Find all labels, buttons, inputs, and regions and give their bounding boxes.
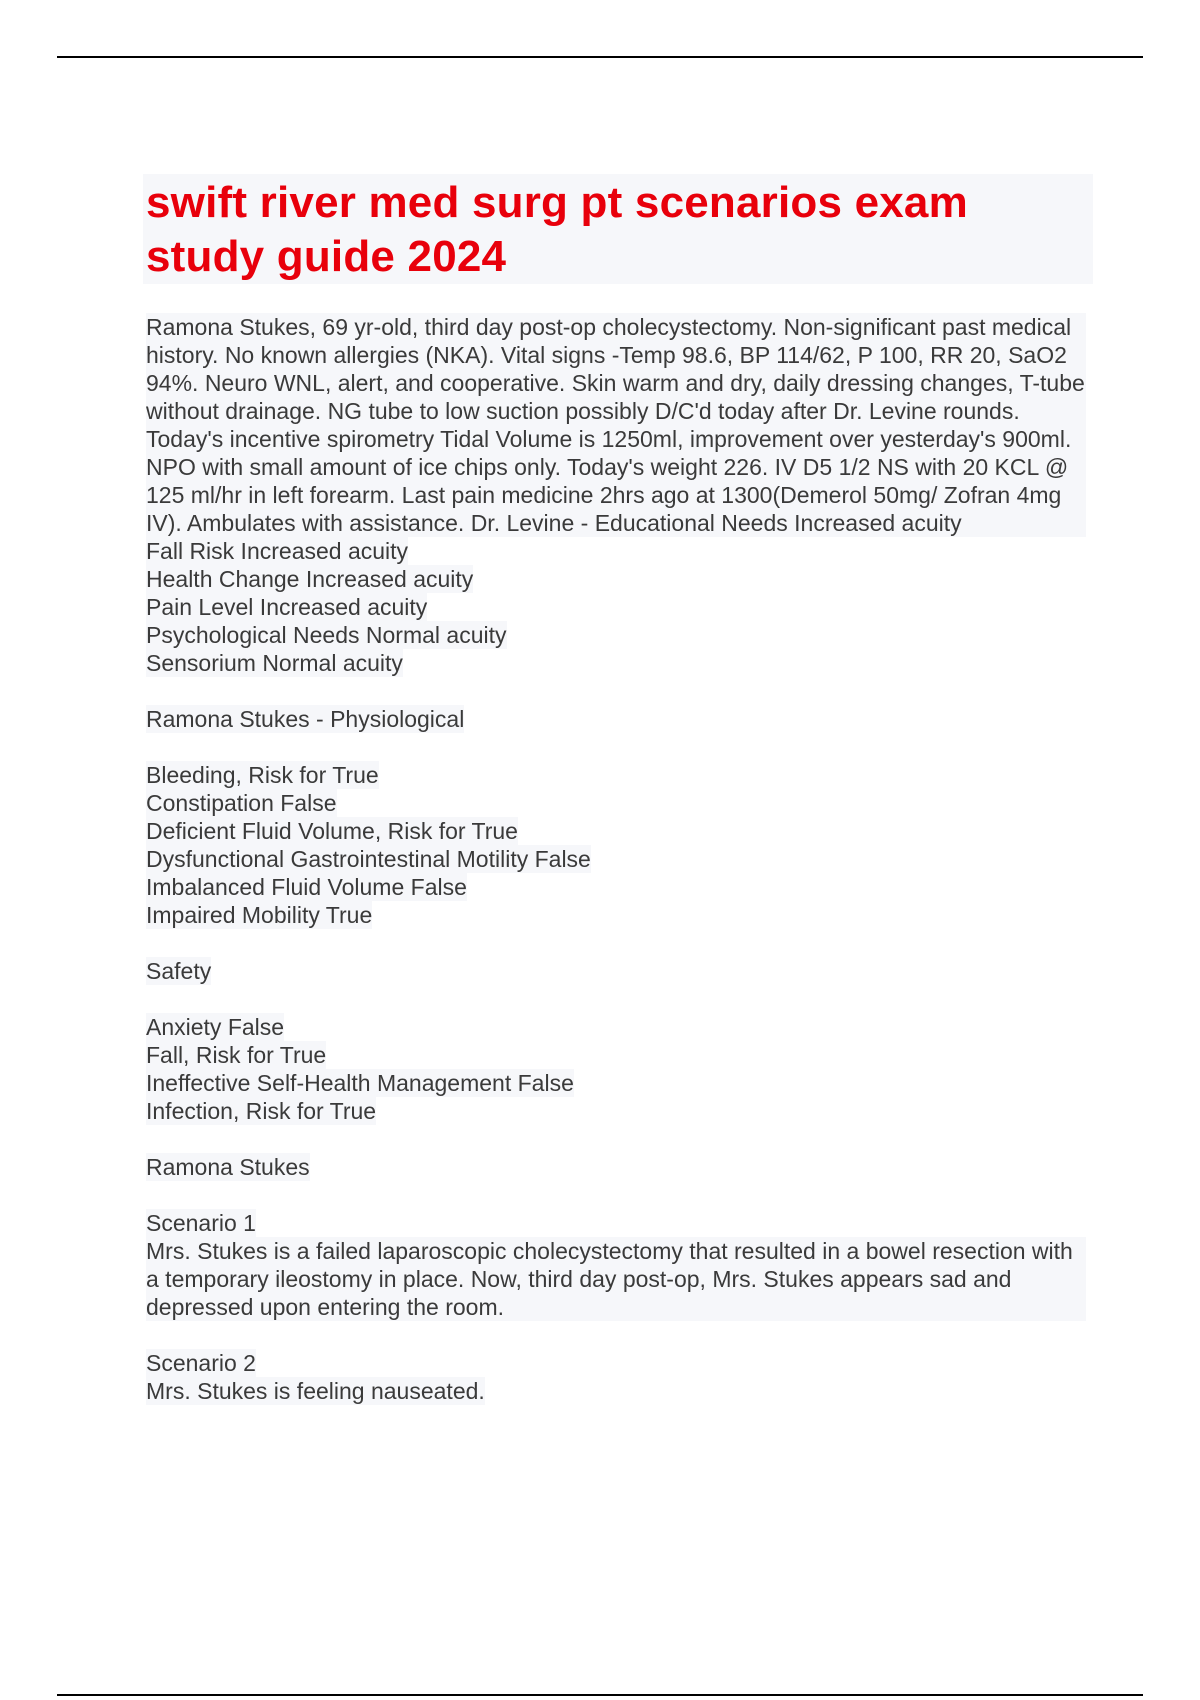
safety-item: Ineffective Self-Health Management False (146, 1070, 574, 1096)
physiological-item: Bleeding, Risk for True (146, 762, 379, 788)
spacer (146, 1125, 1096, 1153)
scenario-2-label: Scenario 2 (146, 1350, 256, 1376)
spacer (146, 1181, 1096, 1209)
top-rule (57, 56, 1143, 58)
safety-list (146, 1013, 1096, 1125)
safety-item: Infection, Risk for True (146, 1098, 377, 1124)
patient-heading: Ramona Stukes (146, 1154, 310, 1180)
scenario-1-label: Scenario 1 (146, 1210, 256, 1236)
spacer (146, 733, 1096, 761)
acuity-item: Sensorium Normal acuity (146, 650, 403, 676)
acuity-list (146, 537, 1096, 677)
safety-item: Fall, Risk for True (146, 1042, 327, 1068)
physiological-item: Constipation False (146, 790, 337, 816)
physiological-list (146, 761, 1096, 929)
spacer (146, 1321, 1096, 1349)
acuity-item: Health Change Increased acuity (146, 566, 474, 592)
spacer (146, 985, 1096, 1013)
physiological-item: Dysfunctional Gastrointestinal Motility False (146, 846, 591, 872)
scenario-2-text: Mrs. Stukes is feeling nauseated. (146, 1378, 485, 1404)
document-body (146, 313, 1096, 1405)
physiological-heading: Ramona Stukes - Physiological (146, 706, 465, 732)
spacer (146, 677, 1096, 705)
intro-paragraph: Ramona Stukes, 69 yr-old, third day post-op cholecystectomy. Non-significant past medical history. No known allergies (NKA). Vital signs -Temp 98.6, BP 114/62, P 100, RR 20, SaO2 94%. Neuro WNL, alert, and cooperative. Skin warm and dry, daily dressing changes, T-tube without drainage. NG tube to low suction possibly D/C'd today after Dr. Levine rounds. Today's incentive spirometry Tidal Volume is 1250ml, improvement over yesterday's 900ml. NPO with small amount of ice chips only. Today's weight 226. IV D5 1/2 NS with 20 KCL @ 125 ml/hr in left forearm. Last pain medicine 2hrs ago at 1300(Demerol 50mg/ Zofran 4mg IV). Ambulates with assistance. Dr. Levine - Educational Needs Increased acuity (146, 314, 1085, 536)
acuity-item: Pain Level Increased acuity (146, 594, 428, 620)
physiological-item: Imbalanced Fluid Volume False (146, 874, 467, 900)
safety-heading: Safety (146, 958, 212, 984)
page-title: swift river med surg pt scenarios exam study guide 2024 (146, 178, 968, 281)
spacer (146, 929, 1096, 957)
safety-item: Anxiety False (146, 1014, 285, 1040)
physiological-item: Deficient Fluid Volume, Risk for True (146, 818, 518, 844)
acuity-item: Fall Risk Increased acuity (146, 538, 409, 564)
bottom-rule (57, 1694, 1143, 1696)
acuity-item: Psychological Needs Normal acuity (146, 622, 507, 648)
scenario-1-text: Mrs. Stukes is a failed laparoscopic cholecystectomy that resulted in a bowel resection with a temporary ileostomy in place. Now, third day post-op, Mrs. Stukes appears sad and depressed upon entering the room. (146, 1237, 1086, 1321)
physiological-item: Impaired Mobility True (146, 902, 373, 928)
